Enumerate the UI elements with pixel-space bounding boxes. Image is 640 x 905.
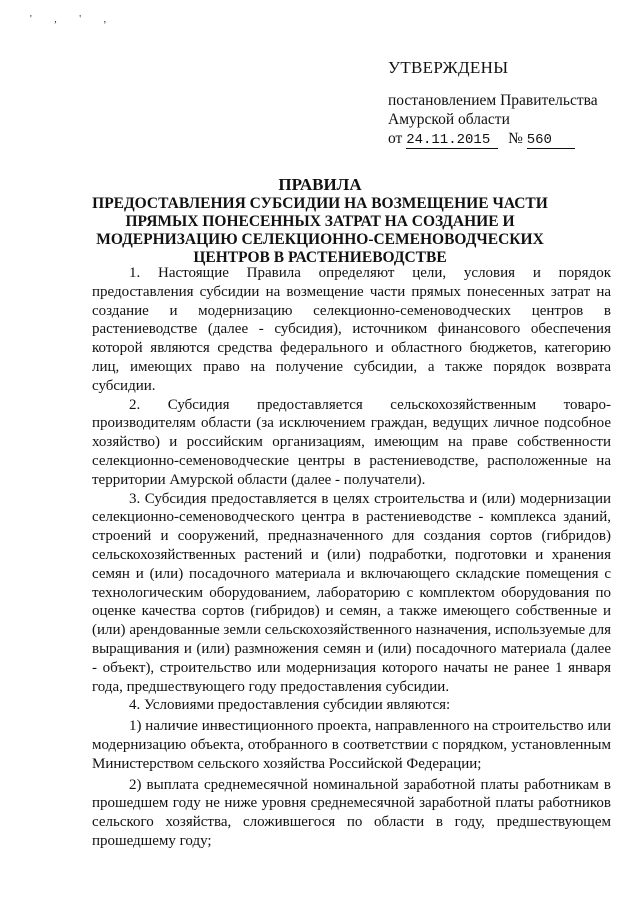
title-line: ПРЯМЫХ ПОНЕСЕННЫХ ЗАТРАТ НА СОЗДАНИЕ И (125, 213, 515, 230)
paragraph: 4. Условиями предоставления субсидии являются: (129, 697, 451, 714)
approval-line-2: Амурской области (388, 111, 510, 128)
approval-date-number (388, 129, 628, 149)
approval-date: 24.11.2015 (406, 133, 498, 149)
approval-heading: УТВЕРЖДЕНЫ (388, 58, 509, 77)
from-prefix: от (388, 130, 403, 147)
title-line: МОДЕРНИЗАЦИЮ СЕЛЕКЦИОННО-СЕМЕНОВОДЧЕСКИХ (96, 231, 544, 248)
title-line: ЦЕНТРОВ В РАСТЕНИЕВОДСТВЕ (193, 249, 447, 266)
approval-line-1: постановлением Правительства (388, 92, 598, 109)
title-line: ПРЕДОСТАВЛЕНИЯ СУБСИДИИ НА ВОЗМЕЩЕНИЕ ЧАСТИ (92, 195, 548, 212)
approval-number: 560 (527, 133, 575, 149)
title-word: ПРАВИЛА (278, 175, 362, 194)
paragraph: 3. Субсидия предоставляется в целях строительства и (или) модернизации селекционно-семеноводческого центра в растениеводстве - комплекса зданий, строений и сооружений, предназначенного для создания сортов (гибридов) сельскохозяйственных растений и (или) подработки, подготовки и хранения семян и (или) посадочного материала и включающего складские помещения с технологическим оборудованием, лабораторию с комплектом оборудования по оценке качества сортов (гибридов) и семян, а также имеющего собственные и (или) арендованные земли сельскохозяйственного назначения, используемые для выращивания и (или) размножения семян и (или) посадочного материала (далее - объект), строительство или модернизация которого начаты не ранее 1 января года, предшествующего году предоставления субсидии. (92, 490, 611, 695)
paragraph: 1) наличие инвестиционного проекта, направленного на строительство или модернизацию объекта, отобранного в соответствии с порядком, установленным Министерством сельского хозяйства Российской Федерации; (92, 718, 611, 772)
document-body (92, 264, 611, 851)
paragraph: 2. Субсидия предоставляется сельскохозяйственным товаро-производителям области (за исключением граждан, ведущих личное подсобное хозяйство) и российским организациям, имеющим на праве собственности селекционно-семеноводческие центры в растениеводстве, расположенные на территории Амурской области (далее - получатели). (92, 396, 611, 488)
paragraph: 1. Настоящие Правила определяют цели, условия и порядок предоставления субсидии на возмещение части прямых понесенных затрат на создание и модернизацию селекционно-семеноводческих центров в растениеводстве (далее - субсидия), источником финансового обеспечения которой являются средства федерального и областного бюджетов, категорию лиц, имеющих право на получение субсидии, а также порядок возврата субсидии. (92, 265, 611, 394)
document-title (70, 176, 570, 267)
paragraph: 2) выплата среднемесячной номинальной заработной платы работникам в прошедшем году не ниже уровня среднемесячной заработной платы работников сельского хозяйства, сложившегося по области в году, предшествующем прошедшему году; (92, 776, 611, 849)
number-prefix: № (508, 130, 523, 147)
approval-stamp (388, 58, 628, 149)
scan-specks: ' , ' , (30, 14, 117, 25)
